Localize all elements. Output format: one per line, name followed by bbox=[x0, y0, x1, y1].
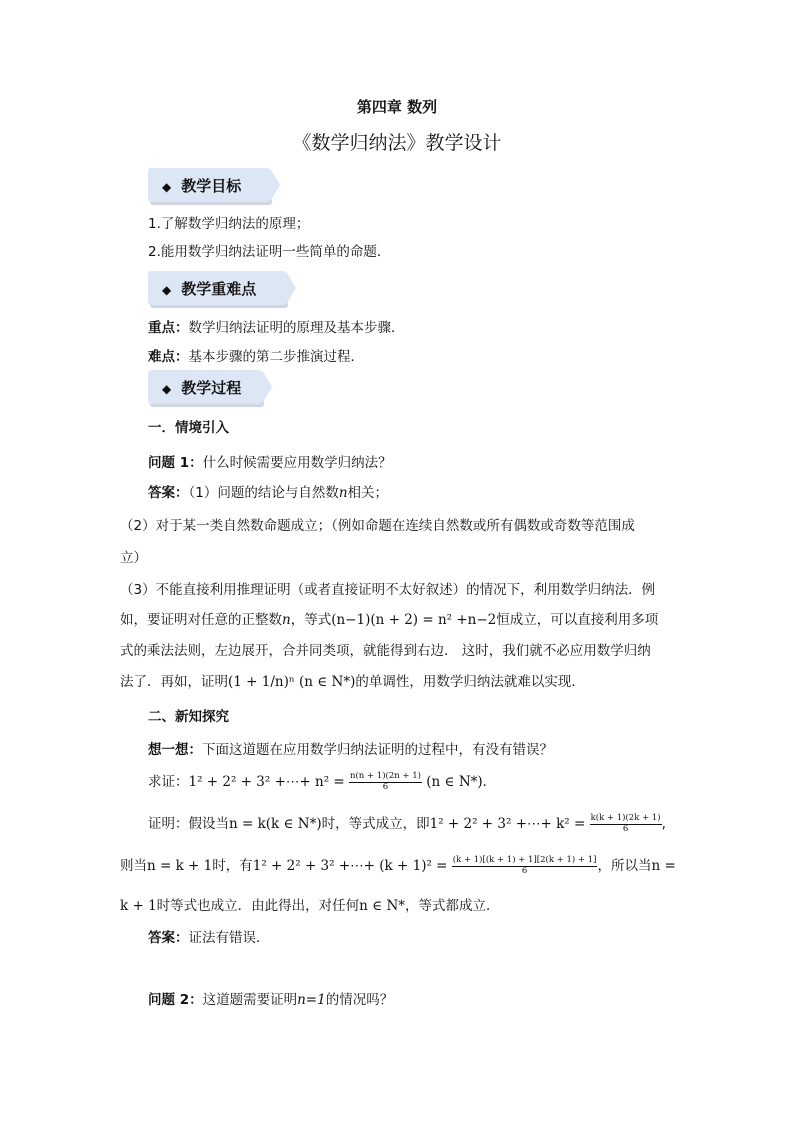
key-point-line bbox=[148, 316, 405, 336]
text: 时等式也成立．由此得出，对任何 bbox=[156, 898, 360, 914]
text: ，等式 bbox=[290, 612, 332, 628]
equation: n ∈ N* bbox=[359, 898, 406, 914]
difficulty-label: 难点： bbox=[148, 349, 189, 365]
diamond-icon: ◆ bbox=[162, 382, 172, 396]
diamond-icon: ◆ bbox=[162, 180, 172, 194]
goal-item-2: 2.能用数学归纳法证明一些简单的命题． bbox=[148, 244, 391, 260]
section-header-goals bbox=[148, 168, 270, 202]
proof-line-3 bbox=[120, 894, 500, 914]
prove-lhs: 1² + 2² + 3² +⋯+ n² = bbox=[188, 774, 345, 790]
answer-line-2b: 立） bbox=[120, 550, 147, 566]
answer-text: 相关； bbox=[347, 485, 389, 501]
answer-line-1 bbox=[148, 481, 388, 501]
equation: n = k + 1 bbox=[147, 858, 213, 874]
answer-line-6 bbox=[120, 670, 585, 690]
text: 法了．再如，证明 bbox=[120, 674, 228, 690]
fraction-denominator: 6 bbox=[382, 781, 389, 792]
text: ，所以当 bbox=[597, 858, 652, 874]
answer-text: （1）问题的结论与自然数 bbox=[188, 485, 339, 501]
equation: 1² + 2² + 3² +⋯+ k² = bbox=[429, 816, 586, 832]
fraction-numerator: k(k + 1)(2k + 1) bbox=[590, 813, 661, 824]
part-one-heading: 一．情境引入 bbox=[148, 420, 229, 436]
text: ，等式都成立． bbox=[405, 898, 500, 914]
variable-n: n bbox=[338, 485, 348, 501]
equation: 1² + 2² + 3² +⋯+ (k + 1)² = bbox=[252, 858, 448, 874]
text: 如，要证明对任意的正整数 bbox=[120, 612, 282, 628]
answer-text: 证法有错误． bbox=[188, 930, 270, 946]
answer-label: 答案： bbox=[148, 930, 189, 946]
question-text: 这道题需要证明 bbox=[202, 992, 298, 1008]
proof-line-1: 证明：假设当n = k(k ∈ N*)时，等式成立，即1² + 2² + 3² +⋯+ k² = $\frac{k(k + 1)(2k + 1)}{6}$ , bbox=[148, 813, 666, 834]
text: 则当 bbox=[120, 858, 147, 874]
question-text: 什么时候需要应用数学归纳法？ bbox=[202, 455, 392, 471]
sequence-expression: (1 + 1/n)ⁿ (n ∈ N*) bbox=[228, 674, 356, 690]
prove-condition: (n ∈ N*)． bbox=[426, 774, 497, 790]
then-fraction bbox=[452, 856, 598, 876]
fraction-numerator: (k + 1)[(k + 1) + 1][2(k + 1) + 1] bbox=[452, 855, 597, 866]
section-label: 教学重难点 bbox=[181, 280, 257, 298]
think-line bbox=[148, 738, 553, 758]
prove-line bbox=[148, 770, 496, 792]
part-two-heading: 二、新知探究 bbox=[148, 709, 229, 725]
think-label: 想一想： bbox=[148, 742, 202, 758]
fraction-numerator: n(n + 1)(2n + 1) bbox=[350, 771, 421, 782]
question-1 bbox=[148, 451, 392, 471]
goal-item-1: 1.了解数学归纳法的原理； bbox=[148, 216, 310, 232]
key-text: 数学归纳法证明的原理及基本步骤． bbox=[188, 320, 405, 336]
diamond-icon: ◆ bbox=[162, 283, 172, 297]
think-text: 下面这道题在应用数学归纳法证明的过程中，有没有错误？ bbox=[202, 742, 553, 758]
chapter-heading: 第四章 数列 bbox=[356, 98, 438, 116]
answer-line-3: （3）不能直接利用推理证明（或者直接证明不太好叙述）的情况下，利用数学归纳法．例 bbox=[120, 582, 656, 598]
question-label: 问题 1： bbox=[148, 455, 203, 471]
equation: n = bbox=[651, 858, 676, 874]
question-2 bbox=[148, 988, 393, 1008]
section-label: 教学过程 bbox=[181, 379, 242, 397]
fraction-denominator: 6 bbox=[521, 865, 528, 876]
section-header-key-points bbox=[148, 271, 286, 305]
text: 时，有 bbox=[212, 858, 253, 874]
question-label: 问题 2： bbox=[148, 992, 203, 1008]
proof-line-2 bbox=[120, 854, 676, 876]
variable-n: n=1 bbox=[297, 992, 326, 1008]
text: 的单调性，用数学归纳法就难以实现． bbox=[355, 674, 585, 690]
text: 恒成立，可以直接利用多项 bbox=[496, 612, 659, 628]
equation: n = k(k ∈ N*) bbox=[229, 816, 322, 832]
document-title: 《数学归纳法》教学设计 bbox=[292, 132, 502, 154]
prove-label: 求证： bbox=[148, 774, 189, 790]
proof-fraction bbox=[590, 814, 662, 834]
key-label: 重点： bbox=[148, 320, 189, 336]
variable-n: n bbox=[282, 612, 291, 628]
fraction-denominator: 6 bbox=[622, 823, 629, 834]
answer-line-2: （2）对于某一类自然数命题成立；（例如命题在连续自然数或所有偶数或奇数等范围成 bbox=[120, 518, 635, 534]
section-header-process bbox=[148, 370, 262, 404]
text: 证明：假设当 bbox=[148, 816, 229, 832]
prove-fraction bbox=[349, 772, 422, 792]
answer-line-4 bbox=[120, 608, 658, 628]
equation: k + 1 bbox=[120, 898, 157, 914]
difficulty-text: 基本步骤的第二步推演过程． bbox=[188, 349, 364, 365]
difficulty-line bbox=[148, 345, 364, 365]
section-label: 教学目标 bbox=[181, 177, 242, 195]
answer-label: 答案： bbox=[148, 485, 189, 501]
equation: (n−1)(n + 2) = n² +n−2 bbox=[331, 612, 497, 628]
question-text: 的情况吗？ bbox=[325, 992, 394, 1008]
answer-line-5: 式的乘法法则，左边展开，合并同类项，就能得到右边． 这时，我们就不必应用数学归纳 bbox=[120, 643, 651, 659]
answer-2-line bbox=[148, 926, 270, 946]
text: 时，等式成立，即 bbox=[321, 816, 430, 832]
